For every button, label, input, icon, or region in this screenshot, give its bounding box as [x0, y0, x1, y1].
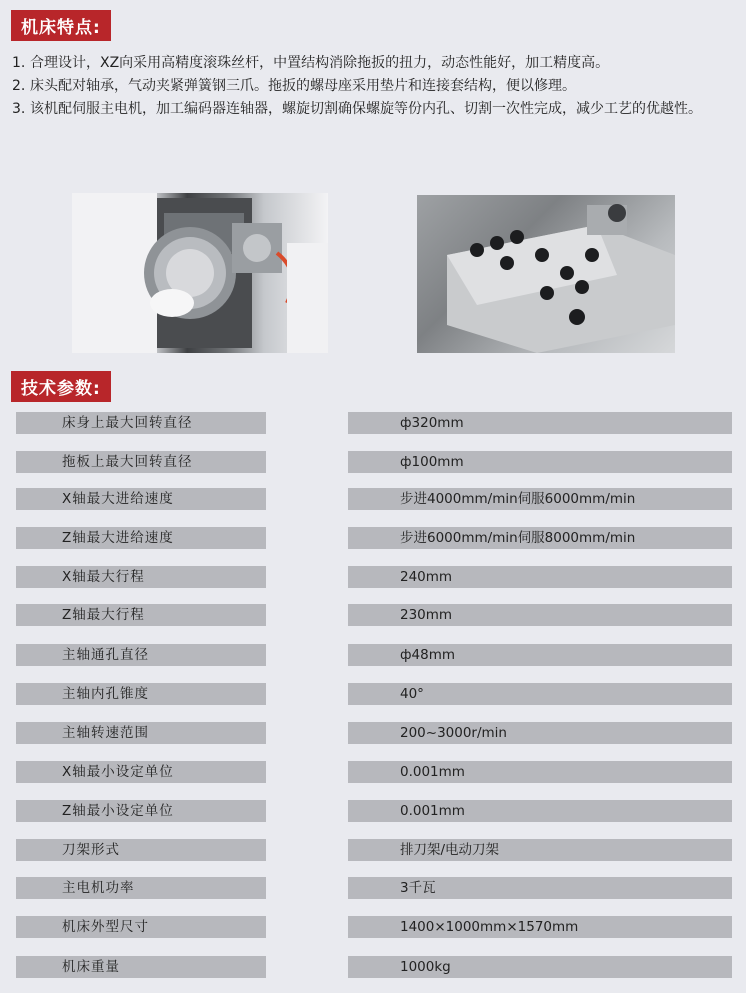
feature-text: 床头配对轴承，气动夹紧弹簧钢三爪。拖扳的螺母座采用垫片和连接套结构，便以修理。	[30, 78, 576, 94]
spec-label: Z轴最小设定单位	[16, 800, 266, 822]
feature-list	[12, 52, 722, 121]
spec-label: X轴最大进给速度	[16, 488, 266, 510]
spec-row	[16, 722, 732, 744]
spec-row	[16, 683, 732, 705]
spec-value: 40°	[348, 683, 732, 705]
spec-value: 0.001mm	[348, 800, 732, 822]
spec-value: 排刀架/电动刀架	[348, 839, 732, 861]
spec-row	[16, 527, 732, 549]
spec-label: 主轴通孔直径	[16, 644, 266, 666]
spec-value: ф100mm	[348, 451, 732, 473]
spec-label: X轴最小设定单位	[16, 761, 266, 783]
tool-post-illustration	[417, 195, 675, 353]
feature-number: 3.	[12, 101, 26, 117]
feature-text: 合理设计，XZ向采用高精度滚珠丝杆，中置结构消除拖扳的扭力，动态性能好，加工精度高。	[30, 55, 610, 71]
spec-row	[16, 800, 732, 822]
spec-value: ф320mm	[348, 412, 732, 434]
spec-label: X轴最大行程	[16, 566, 266, 588]
spec-label: 机床外型尺寸	[16, 916, 266, 938]
spec-label: 机床重量	[16, 956, 266, 978]
spec-row	[16, 644, 732, 666]
spec-label: Z轴最大进给速度	[16, 527, 266, 549]
spec-value: 1400×1000mm×1570mm	[348, 916, 732, 938]
spec-row	[16, 839, 732, 861]
spec-row	[16, 877, 732, 899]
spec-value: 0.001mm	[348, 761, 732, 783]
spec-value: 步进4000mm/min伺服6000mm/min	[348, 488, 732, 510]
spec-label: Z轴最大行程	[16, 604, 266, 626]
spec-row	[16, 956, 732, 978]
spec-value: 230mm	[348, 604, 732, 626]
spec-value: 步进6000mm/min伺服8000mm/min	[348, 527, 732, 549]
spindle-chuck-photo	[72, 193, 328, 353]
spec-value: ф48mm	[348, 644, 732, 666]
spec-row	[16, 412, 732, 434]
feature-number: 2.	[12, 78, 26, 94]
spec-value: 3千瓦	[348, 877, 732, 899]
feature-item	[12, 98, 722, 121]
spec-row	[16, 488, 732, 510]
feature-text: 该机配伺服主电机，加工编码器连轴器，螺旋切割确保螺旋等份内孔、切割一次性完成，减少工艺的优越性。	[30, 101, 702, 117]
spindle-chuck-illustration	[72, 193, 328, 353]
spec-row	[16, 604, 732, 626]
spec-label: 主轴内孔锥度	[16, 683, 266, 705]
spec-label: 主轴转速范围	[16, 722, 266, 744]
spec-row	[16, 566, 732, 588]
spec-value: 200~3000r/min	[348, 722, 732, 744]
features-heading: 机床特点:	[11, 10, 111, 41]
spec-row	[16, 451, 732, 473]
feature-item	[12, 75, 722, 98]
spec-value: 240mm	[348, 566, 732, 588]
spec-label: 刀架形式	[16, 839, 266, 861]
spec-row	[16, 916, 732, 938]
spec-label: 主电机功率	[16, 877, 266, 899]
spec-label: 拖板上最大回转直径	[16, 451, 266, 473]
spec-row	[16, 761, 732, 783]
specs-heading: 技术参数:	[11, 371, 111, 402]
feature-item	[12, 52, 722, 75]
spec-label: 床身上最大回转直径	[16, 412, 266, 434]
spec-value: 1000kg	[348, 956, 732, 978]
feature-number: 1.	[12, 55, 26, 71]
tool-post-photo	[417, 195, 675, 353]
